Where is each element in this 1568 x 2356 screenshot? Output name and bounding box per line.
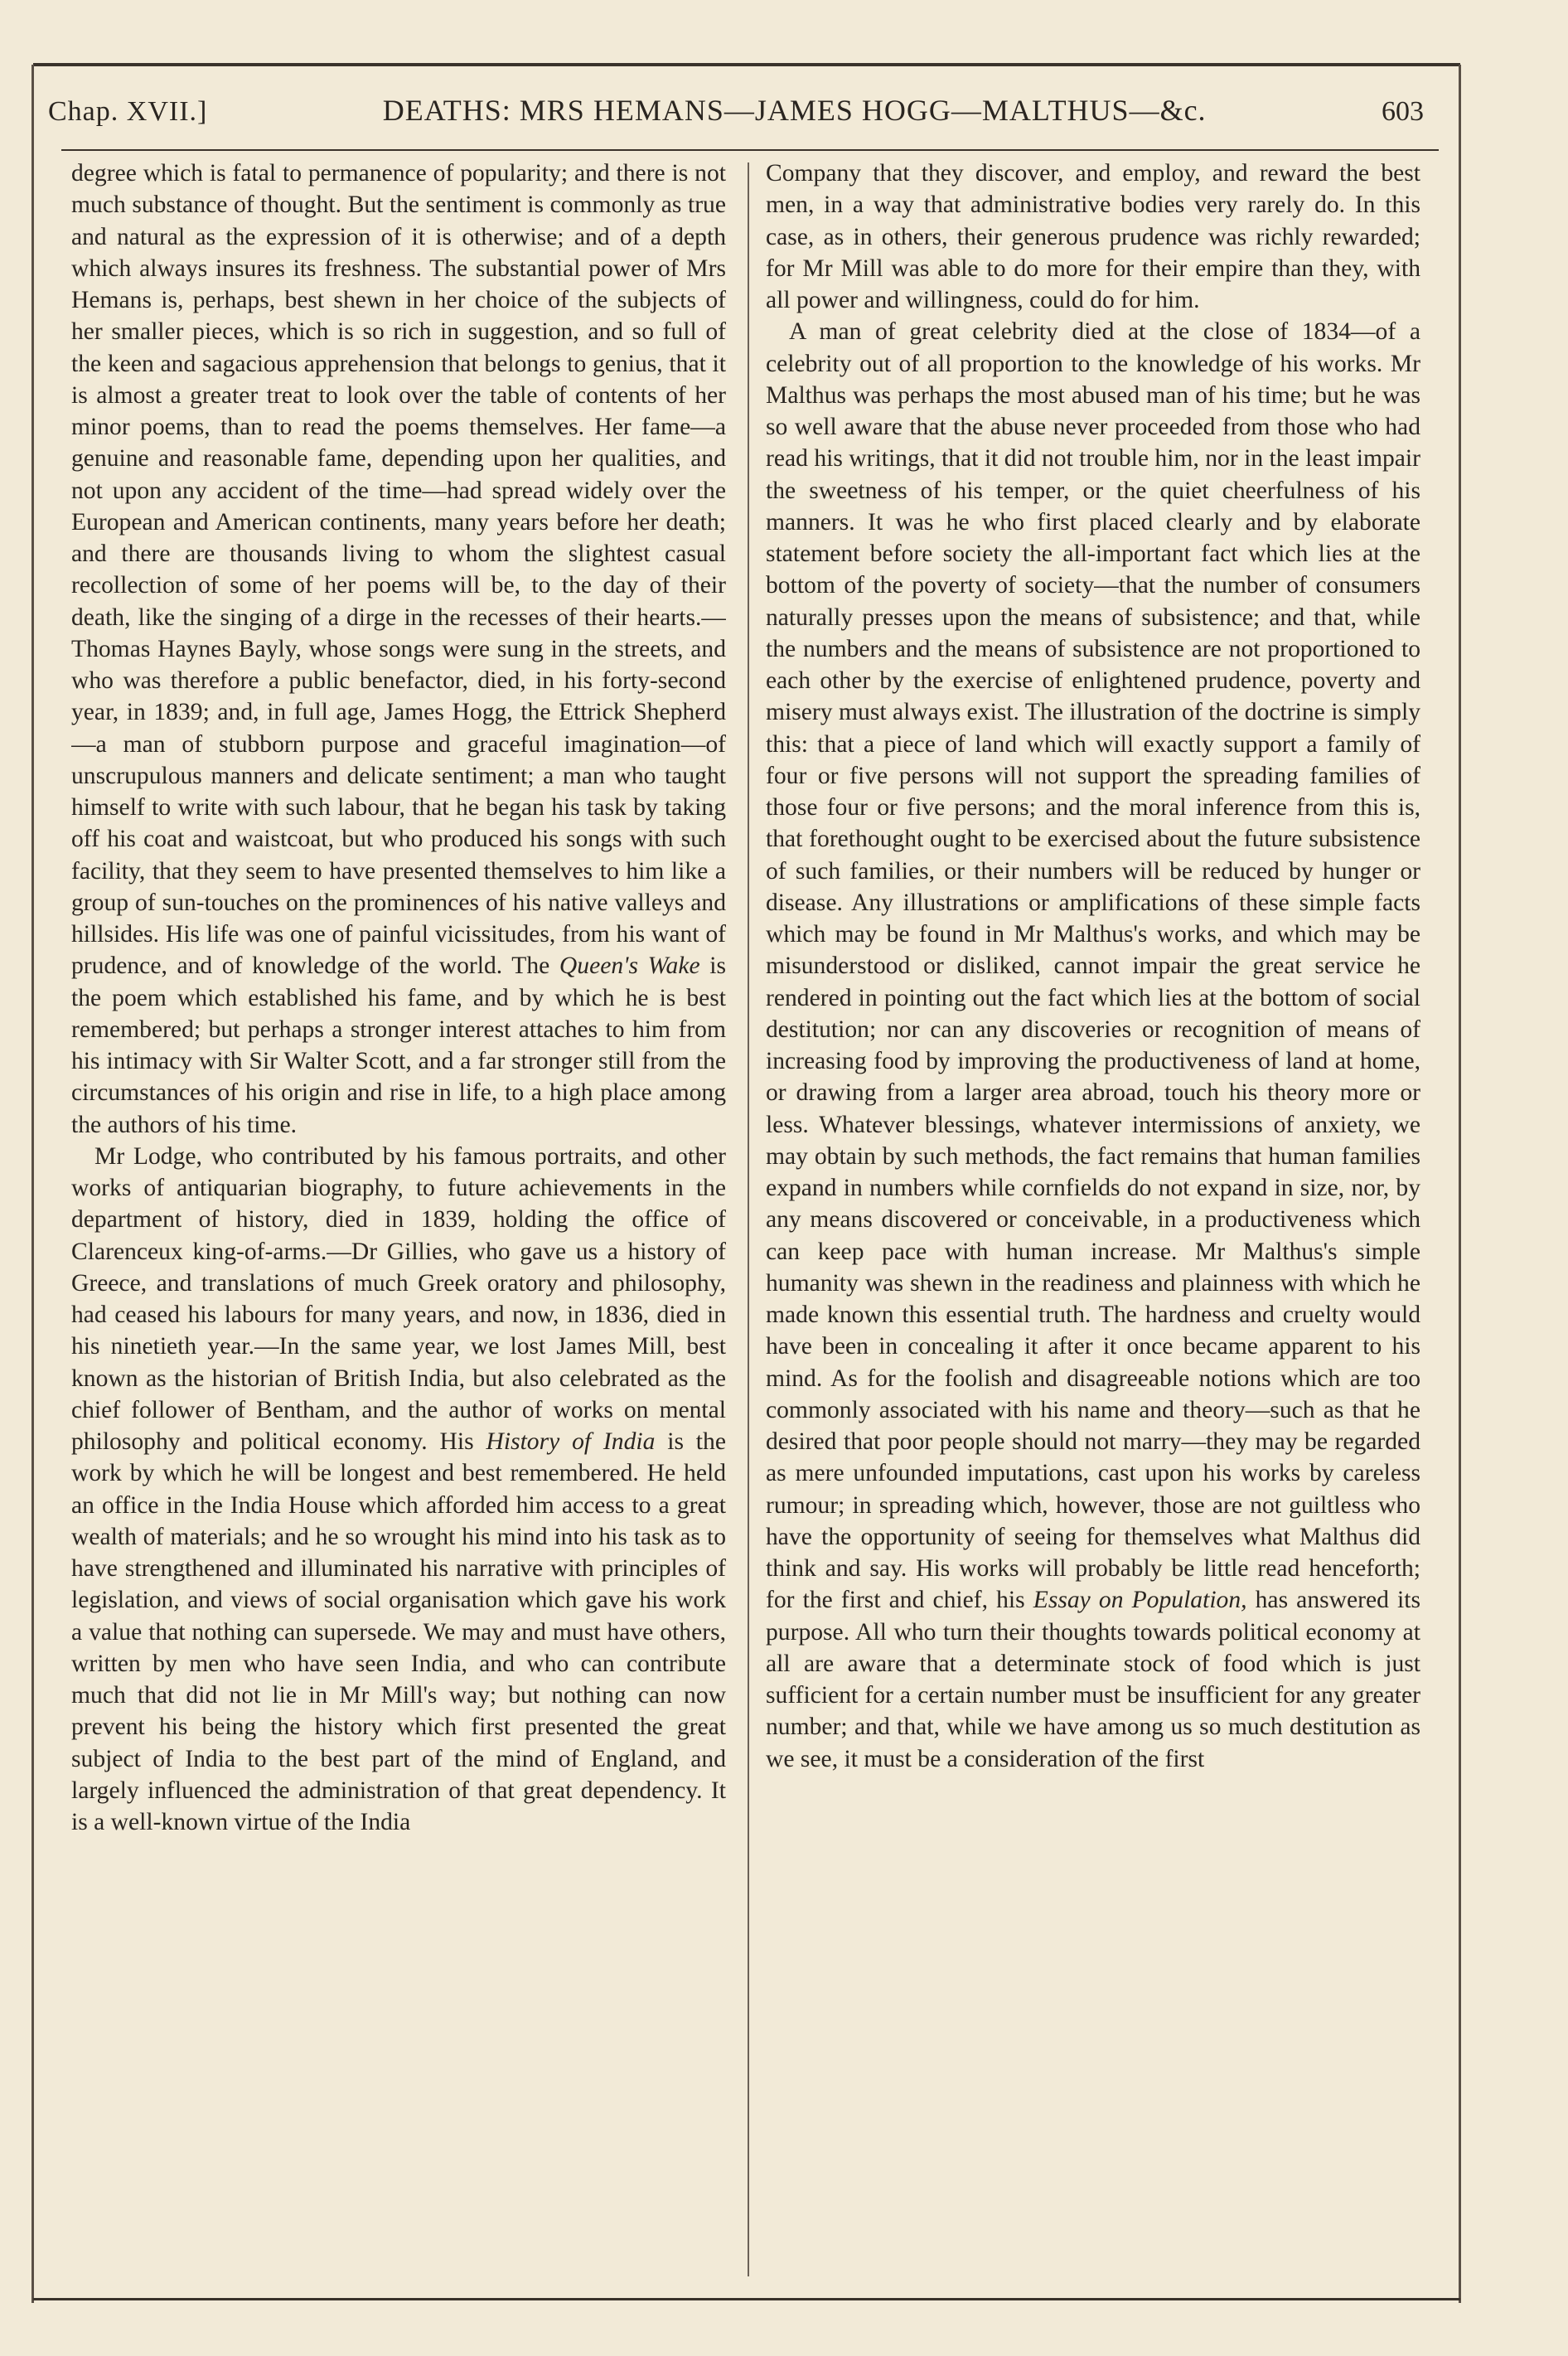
paragraph: A man of great celebrity died at the close of 1834—of a celebrity out of all proportion to the knowledge of his works. Mr Malthus was perhaps the most abused man of his time; but he was so well aware that the abuse never proceeded from those who had read his writings, that it did not trouble him, nor in the least impair the sweetness of his temper, or the quiet cheerfulness of his manners. It was he who first placed clearly and by elaborate statement before society the all-important fact which lies at the bottom of the poverty of society—that the number of consumers naturally presses upon the means of subsistence; and that, while the numbers and the means of subsistence are not proportioned to each other by the exercise of enlightened prudence, poverty and misery must always exist. The illustration of the doctrine is simply this: that a piece of land which will exactly support a family of four or five persons will not support the spreading families of those four or five persons; and the moral inference from this is, that forethought ought to be exercised about the future subsistence of such families, or their numbers will be reduced by hunger or disease. Any illustrations or amplifications of these simple facts which may be found in Mr Malthus's works, and which may be misunderstood or disliked, cannot impair the great service he rendered in pointing out the fact which lies at the bottom of social destitution; nor can any discoveries or recognition of means of increasing food by improving the productiveness of land at home, or drawing from a larger area abroad, touch his theory more or less. Whatever blessings, whatever intermissions of anxiety, we may obtain by such methods, the fact remains that human families expand in numbers while cornfields do not expand in size, nor, by any means discovered or conceivable, in a productiveness which can keep pace with human increase. Mr Malthus's simple humanity was shewn in the readiness and plainness with which he made known this essential truth. The hardness and cruelty would have been in concealing it after it once became apparent to his mind. As for the foolish and disagreeable notions which are too commonly associated with his name and theory—such as that he desired that poor people should not marry—they may be regarded as mere unfounded imputations, cast upon his works by careless rumour; in spreading which, however, those are not guiltless who have the opportunity of seeing for themselves what Malthus did think and say. His works will probably be little read henceforth; for the first and chief, his Essay on Population, has answered its purpose. All who turn their thoughts towards political economy at all are aware that a determinate stock of food which is just sufficient for a certain number must be insufficient for any greater number; and that, while we have among us so much destitution as we see, it must be a consideration of the first: [766, 318, 1420, 1772]
running-head: [48, 93, 1424, 143]
page-border-left: [31, 65, 34, 2303]
left-column: [71, 158, 726, 2280]
page-border-top: [33, 63, 1460, 66]
right-column: [766, 158, 1420, 2280]
paragraph: Company that they discover, and employ, and reward the best men, in a way that administrative bodies very rarely do. In this case, as in others, their generous prudence was richly rewarded; for Mr Mill was able to do more for their empire than they, with all power and willingness, could do for him.: [766, 160, 1420, 313]
page-border-right: [1459, 65, 1461, 2303]
running-title: DEATHS: MRS HEMANS—JAMES HOGG—MALTHUS—&c.: [382, 94, 1207, 127]
header-rule: [61, 149, 1439, 151]
page-number: 603: [1382, 96, 1424, 127]
page-border-bottom: [33, 2298, 1460, 2300]
column-divider: [748, 162, 749, 2276]
italic-title: Essay on Population,: [1033, 1587, 1247, 1614]
italic-title: History of India: [486, 1428, 656, 1455]
italic-title: Queen's Wake: [559, 953, 700, 980]
paragraph: degree which is fatal to permanence of popularity; and there is not much substance of thought. But the sentiment is commonly as true and natural as the expression of it is otherwise; and of a depth which always insures its freshness. The substantial power of Mrs Hemans is, perhaps, best shewn in her choice of the subjects of her smaller pieces, which is so rich in suggestion, and so full of the keen and sagacious apprehension that belongs to genius, that it is almost a greater treat to look over the table of contents of her minor poems, than to read the poems themselves. Her fame—a genuine and reasonable fame, depending upon her qualities, and not upon any accident of the time—had spread widely over the European and American continents, many years before her death; and there are thousands living to whom the slightest casual recollection of some of her poems will be, to the day of their death, like the singing of a dirge in the recesses of their hearts.—Thomas Haynes Bayly, whose songs were sung in the streets, and who was therefore a public benefactor, died, in his forty-second year, in 1839; and, in full age, James Hogg, the Ettrick Shepherd—a man of stubborn purpose and graceful imagination—of unscrupulous manners and delicate sentiment; a man who taught himself to write with such labour, that he began his task by taking off his coat and waistcoat, but who produced his songs with such facility, that they seem to have presented themselves to him like a group of sun-touches on the prominences of his native valleys and hillsides. His life was one of painful vicissitudes, from his want of prudence, and of knowledge of the world. The Queen's Wake is the poem which established his fame, and by which he is best remembered; but perhaps a stronger interest attaches to him from his intimacy with Sir Walter Scott, and a far stronger still from the circumstances of his origin and rise in life, to a high place among the authors of his time.: [71, 160, 726, 1138]
chapter-label: Chap. XVII.]: [48, 96, 208, 127]
paragraph: Mr Lodge, who contributed by his famous portraits, and other works of antiquarian biography, to future achievements in the department of history, died in 1839, holding the office of Clarenceux king-of-arms.—Dr Gillies, who gave us a history of Greece, and translations of much Greek oratory and philosophy, had ceased his labours for many years, and now, in 1836, died in his ninetieth year.—In the same year, we lost James Mill, best known as the historian of British India, but also celebrated as the chief follower of Bentham, and the author of works on mental philosophy and political economy. His History of India is the work by which he will be longest and best remembered. He held an office in the India House which afforded him access to a great wealth of materials; and he so wrought his mind into his task as to have strengthened and illuminated his narrative with principles of legislation, and views of social organisation which gave his work a value that nothing can supersede. We may and must have others, written by men who have seen India, and who can contribute much that did not lie in Mr Mill's way; but nothing can now prevent his being the history which first presented the great subject of India to the best part of the mind of England, and largely influenced the administration of that great dependency. It is a well-known virtue of the India: [71, 1142, 726, 1835]
